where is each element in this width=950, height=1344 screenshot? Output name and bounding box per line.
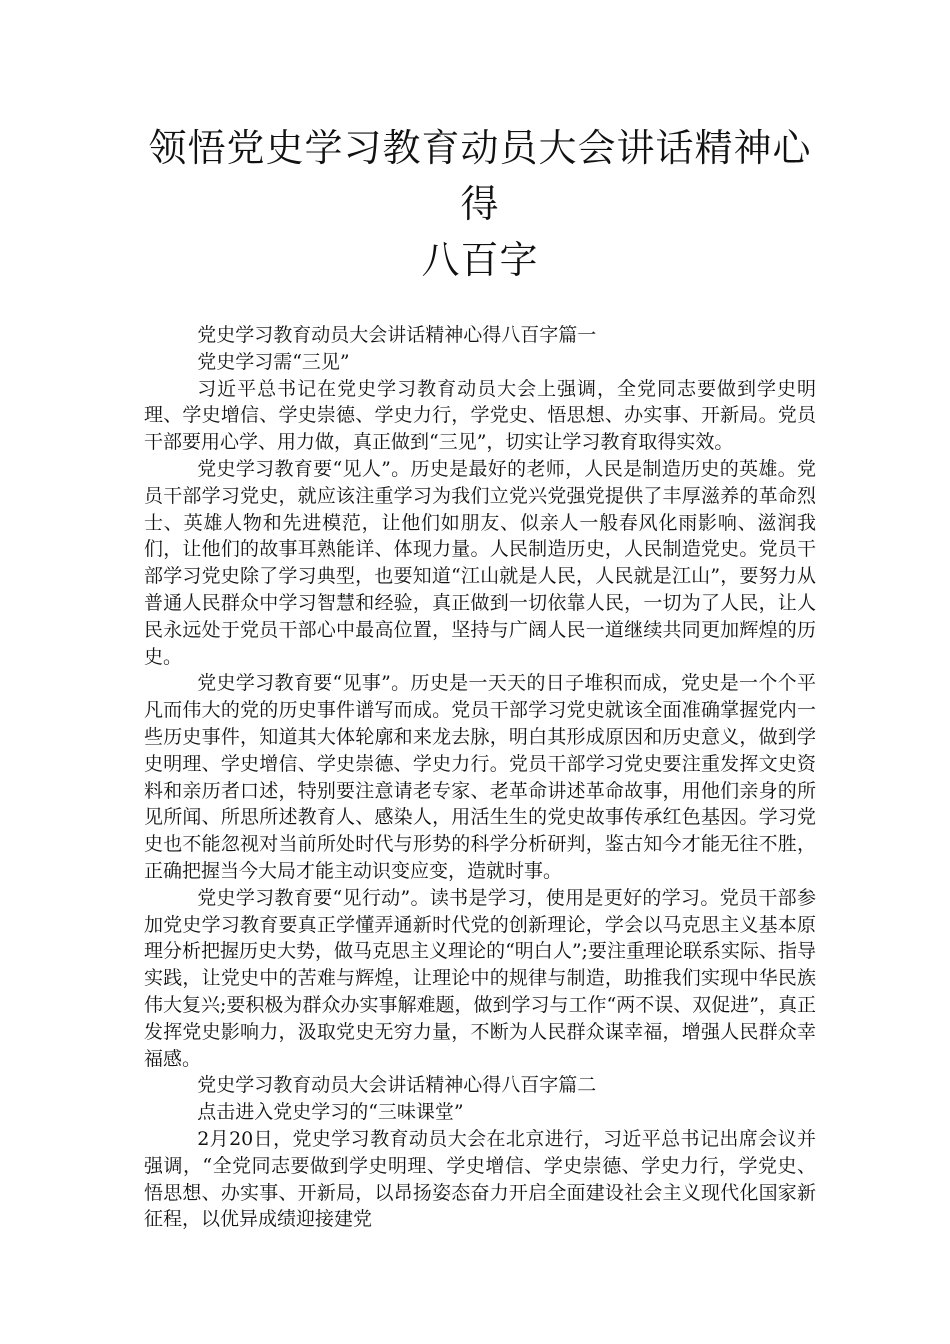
body-paragraph: 党史学习教育要“见事”。历史是一天天的日子堆积而成，党史是一个个平凡而伟大的党的历史事件谱写而成。党员干部学习党史就该全面准确掌握党内一些历史事件，知道其大体轮廓和来龙去脉，明白其形成原因和历史意义，做到学史明理、学史增信、学史崇德、学史力行。党员干部学习党史要注重发挥文史资料和亲历者口述，特别要注意请老专家、老革命讲述革命故事，用他们亲身的所见所闻、所思所述教育人、感染人，用活生生的党史故事传承红色基因。学习党史也不能忽视对当前所处时代与形势的科学分析研判，鉴古知今才能无往不胜，正确把握当今大局才能主动识变应变，造就时事。 — [144, 672, 816, 882]
document-page — [144, 120, 816, 1233]
section-heading-part-two: 党史学习教育动员大会讲话精神心得八百字篇二 — [197, 1074, 597, 1097]
document-title-line-2: 八百字 — [421, 238, 539, 282]
document-title-line-1: 领悟党史学习教育动员大会讲话精神心得 — [148, 126, 812, 226]
body-paragraph: 党史学习教育要“见行动”。读书是学习，使用是更好的学习。党员干部参加党史学习教育要真正学懂弄通新时代党的创新理论，学会以马克思主义基本原理分析把握历史大势，做马克思主义理论的“明白人”;要注重理论联系实际、指导实践，让党史中的苦难与辉煌，让理论中的规律与制造，助推我们实现中华民族伟大复兴;要积极为群众办实事解难题，做到学习与工作“两不误、双促进”，真正发挥党史影响力，汲取党史无穷力量，不断为人民群众谋幸福，增强人民群众幸福感。 — [144, 886, 816, 1070]
section-subheading-three-sees: 党史学习需“三见” — [197, 350, 350, 373]
section-heading-part-one: 党史学习教育动员大会讲话精神心得八百字篇一 — [197, 324, 597, 346]
body-paragraph: 2月20日，党史学习教育动员大会在北京进行，习近平总书记出席会议并强调，“全党同志要做到学史明理、学史增信、学史崇德、学史力行，学党史、悟思想、办实事、开新局，以昂扬姿态奋力开启全面建设社会主义现代化国家新征程，以优异成绩迎接建党 — [144, 1127, 816, 1231]
section-subheading-three-flavors: 点击进入党史学习的“三味课堂” — [197, 1101, 464, 1124]
body-paragraph: 习近平总书记在党史学习教育动员大会上强调，全党同志要做到学史明理、学史增信、学史崇德、学史力行，学党史、悟思想、办实事、开新局。党员干部要用心学、用力做，真正做到“三见”，切实让学习教育取得实效。 — [144, 377, 816, 454]
document-title — [144, 120, 816, 288]
document-body — [144, 322, 816, 1233]
body-paragraph: 党史学习教育要“见人”。历史是最好的老师，人民是制造历史的英雄。党员干部学习党史，就应该注重学习为我们立党兴党强党提供了丰厚滋养的革命烈士、英雄人物和先进模范，让他们如朋友、似亲人一般春风化雨影响、滋润我们，让他们的故事耳熟能详、体现力量。人民制造历史，人民制造党史。党员干部学习党史除了学习典型，也要知道“江山就是人民，人民就是江山”，要努力从普通人民群众中学习智慧和经验，真正做到一切依靠人民，一切为了人民，让人民永远处于党员干部心中最高位置，坚持与广阔人民一道继续共同更加辉煌的历史。 — [144, 457, 816, 668]
